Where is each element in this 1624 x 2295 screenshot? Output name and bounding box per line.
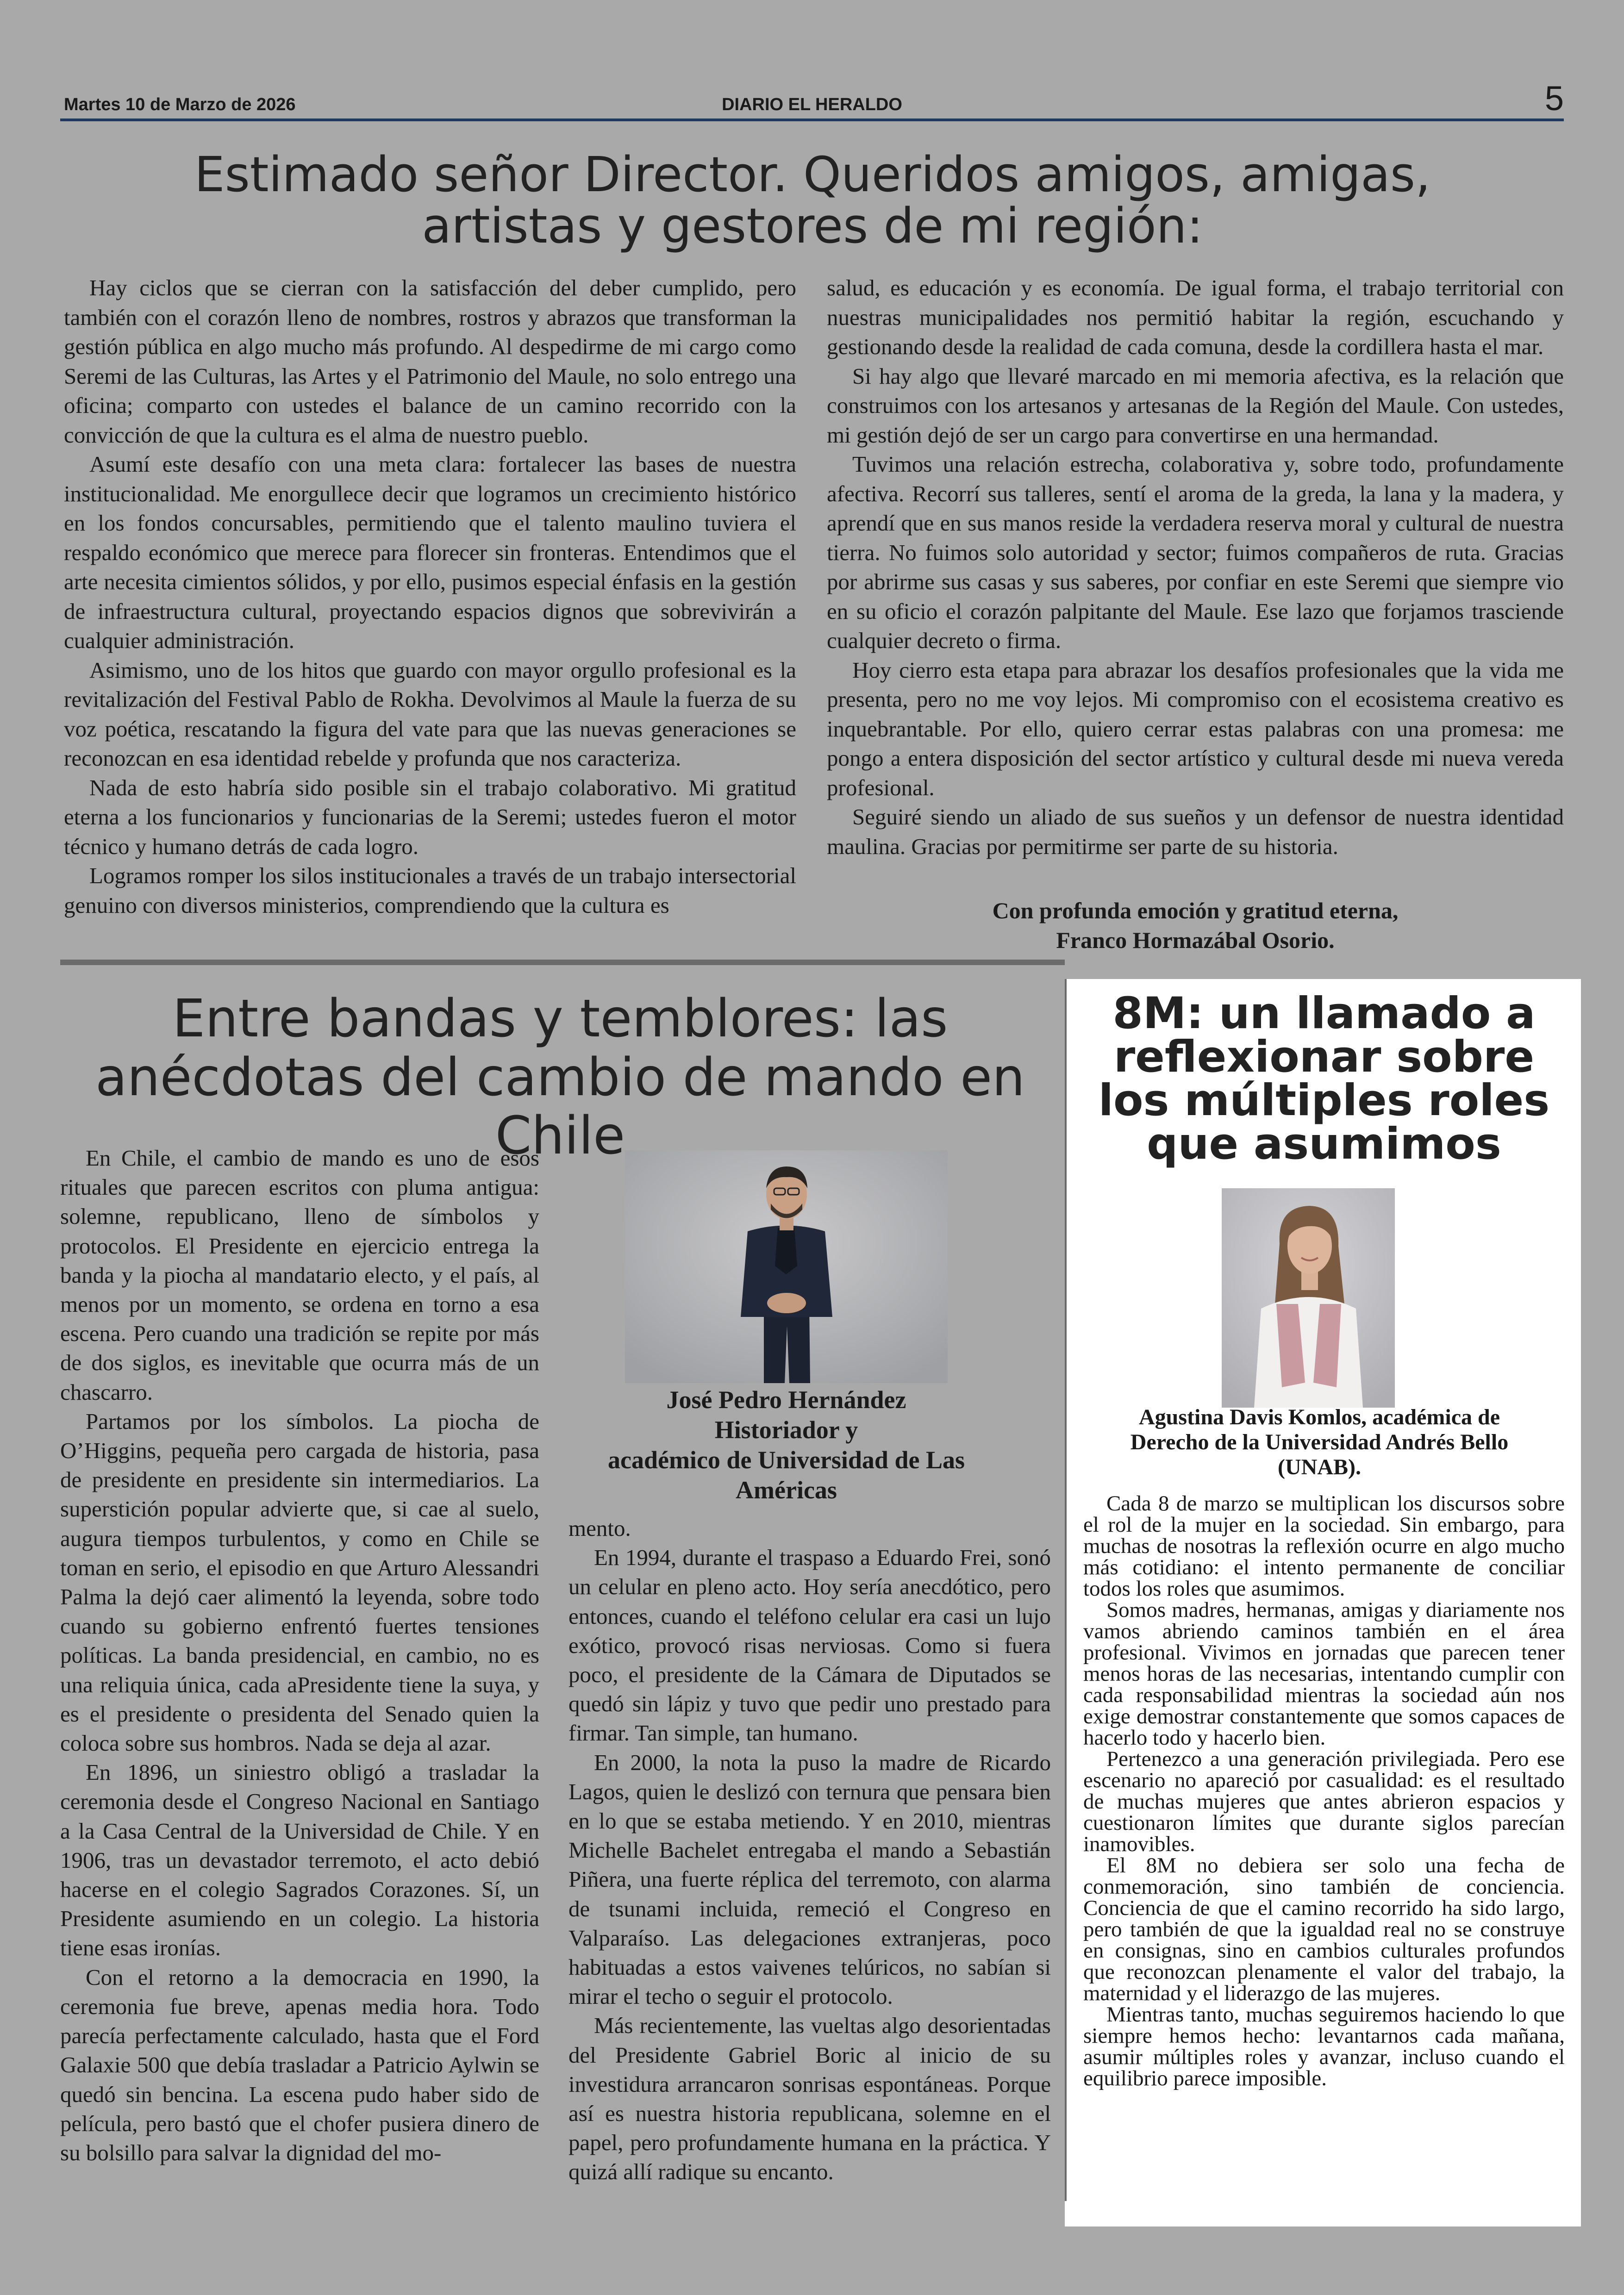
letter-paragraph: Logramos romper los silos institucionales a través de un trabajo intersectorial genuino con diversos ministerios, comprendiendo que la cultura es — [64, 863, 796, 918]
article-paragraph-continued: mento. — [568, 1515, 631, 1541]
letter-paragraph: Si hay algo que llevaré marcado en mi memoria afectiva, es la relación que construimos con los artesanos y artesanas de la Región del Maule. Con ustedes, mi gestión dejó de ser un cargo para convertirse en una hermandad. — [827, 363, 1564, 448]
author-caption-hernandez — [593, 1385, 980, 1505]
opinion-paragraph: El 8M no debiera ser solo una fecha de conmemoración, sino también de conciencia. Conciencia de que el camino recorrido ha sido largo, pero también de que la igualdad real no se construye en consignas, sino en cambios culturales profundos que reconozcan plenamente el valor del trabajo, la maternidad y el liderazgo de las mujeres. — [1083, 1853, 1565, 2005]
article-paragraph: En 1896, un siniestro obligó a trasladar la ceremonia desde el Congreso Nacional en Santiago a la Casa Central de la Universidad de Chile. Y en 1906, tras un devastador terremoto, el acto debió hacerse en el colegio Sagrados Corazones. Sí, un Presidente asumiendo en un colegio. La historia tiene esas ironías. — [60, 1759, 539, 1961]
column-divider — [1065, 979, 1067, 2201]
author-name: José Pedro Hernández — [666, 1386, 906, 1414]
author-photo-davis — [1222, 1188, 1395, 1408]
article-paragraph: En 2000, la nota la puso la madre de Ricardo Lagos, quien le deslizó con ternura que pensara bien en lo que se estaba metiendo. Y en 2010, mientras Michelle Bachelet entregaba el mando a Sebastián Piñera, una fuerte réplica del terremoto, con alarma de tsunami incluida, remeció el Congreso en Valparaíso. Las delegaciones extranjeras, poco habituadas a estos vaivenes telúricos, no sabían si mirar el techo o seguir el protocolo. — [568, 1749, 1051, 2009]
letter-paragraph: Nada de esto habría sido posible sin el trabajo colaborativo. Mi gratitud eterna a los funcionarios y funcionarias de la Seremi; ustedes fueron el motor técnico y humano detrás de cada logro. — [64, 774, 796, 859]
letter-closing: Con profunda emoción y gratitud eterna, — [992, 898, 1399, 923]
article-column-2 — [568, 1514, 1051, 2187]
author-role: Historiador y — [714, 1416, 858, 1444]
article-paragraph: Con el retorno a la democracia en 1990, la ceremonia fue breve, apenas media hora. Todo parecía perfectamente calculado, hasta que el Ford Galaxie 500 que debía trasladar a Patricio Aylwin se quedó sin bencina. La escena pudo haber sido de película, pero bastó que el chofer pusiera dinero de su bolsillo para salvar la dignidad del mo- — [60, 1964, 539, 2165]
article-paragraph: Partamos por los símbolos. La piocha de O’Higgins, pequeña pero cargada de historia, pasa de presidente en presidente sin intermediarios. La superstición popular advierte que, si cae al suelo, augura tiempos turbulentos, y como en Chile se toman en serio, el episodio en que Arturo Alessandri Palma la dejó caer alimentó la leyenda, sobre todo cuando su gobierno enfrentó fuertes tensiones políticas. La banda presidencial, en cambio, no es una reliquia única, cada aPresidente tiene la suya, y es el presidente o presidenta del Senado quien la coloca sobre sus hombros. Nada se deja al azar. — [60, 1408, 539, 1756]
portrait-man-illustration — [625, 1150, 948, 1383]
newspaper-name: DIARIO EL HERALDO — [722, 95, 902, 114]
author-caption-davis: Agustina Davis Komlos, académica de Derecho de la Universidad Andrés Bello (UNAB). — [1130, 1405, 1509, 1479]
author-affiliation: académico de Universidad de Las Américas — [607, 1446, 965, 1504]
article-paragraph: Más recientemente, las vueltas algo desorientadas del Presidente Gabriel Boric al inicio de su investidura arrancaron sonrisas espontáneas. Porque así es nuestra historia republicana, solemne en el papel, pero profundamente humana en la práctica. Y quizá allí radique su encanto. — [568, 2013, 1051, 2185]
article-paragraph: En 1994, durante el traspaso a Eduardo Frei, sonó un celular en pleno acto. Hoy sería anecdótico, pero entonces, cuando el teléfono celular era casi un lujo exótico, provocó risas nerviosas. Como si fuera poco, el presidente de la Cámara de Diputados se quedó sin lápiz y tuvo que pedir uno prestado para firmar. Tan simple, tan humano. — [568, 1545, 1051, 1746]
letter-paragraph: Hay ciclos que se cierran con la satisfacción del deber cumplido, pero también con el corazón lleno de nombres, rostros y abrazos que transforman la gestión pública en algo mucho más profundo. Al despedirme de mi cargo como Seremi de las Culturas, las Artes y el Patrimonio del Maule, no solo entrego una oficina; comparto con ustedes el balance de un camino recorrido con la convicción de que la cultura es el alma de nuestro pueblo. — [64, 275, 796, 448]
letter-paragraph: Tuvimos una relación estrecha, colaborativa y, sobre todo, profundamente afectiva. Recorrí sus talleres, sentí el aroma de la greda, la lana y la madera, y aprendí que en sus manos reside la verdadera reserva moral y cultural de nuestra tierra. No fuimos solo autoridad y sector; fuimos compañeros de ruta. Gracias por abrirme sus casas y sus saberes, por confiar en este Seremi que siempre vio en su oficio el corazón palpitante del Maule. Ese lazo que forjamos trasciende cualquier decreto o firma. — [827, 451, 1564, 653]
letter-signature: Franco Hormazábal Osorio. — [1056, 927, 1335, 953]
letter-paragraph-continued: salud, es educación y es economía. De igual forma, el trabajo territorial con nuestras municipalidades nos permitió habitar la región, escuchando y gestionando desde la realidad de cada comuna, desde la cordillera hasta el mar. — [827, 275, 1564, 359]
opinion-paragraph: Cada 8 de marzo se multiplican los discursos sobre el rol de la mujer en la sociedad. Sin embargo, para muchas de nosotras la reflexión ocurre en algo mucho más cotidiano: el intento permanente de conciliar todos los roles que asumimos. — [1083, 1491, 1565, 1601]
letter-column-1 — [64, 273, 796, 954]
letter-paragraph: Seguiré siendo un aliado de sus sueños y un defensor de nuestra identidad maulina. Gracias por permitirme ser parte de su historia. — [827, 804, 1564, 859]
opinion-paragraph: Mientras tanto, muchas seguiremos haciendo lo que siempre hemos hecho: levantarnos cada mañana, asumir múltiples roles y avanzar, incluso cuando el equilibrio parece imposible. — [1083, 2002, 1565, 2090]
opinion-paragraph: Pertenezco a una generación privilegiada. Pero ese escenario no apareció por casualidad: es el resultado de muchas mujeres que antes abrieron espacios y cuestionaron límites que durante siglos parecían inamovibles. — [1083, 1747, 1565, 1856]
opinion-paragraph: Somos madres, hermanas, amigas y diariamente nos vamos abriendo caminos también en el área profesional. Vivimos en jornadas que parecen tener menos horas de las necesarias, intentando cumplir con cada responsabilidad mientras la sociedad aún nos exige demostrar constantemente que somos capaces de hacerlo todo y hacerlo bien. — [1083, 1598, 1565, 1750]
section-divider — [60, 960, 1065, 965]
letter-signature-block — [827, 896, 1564, 955]
page-number: 5 — [1544, 79, 1564, 118]
article-headline: Entre bandas y temblores: las anécdotas del cambio de mando en Chile — [95, 989, 1025, 1166]
article-column-1 — [60, 1143, 539, 2203]
article-paragraph: En Chile, el cambio de mando es uno de esos rituales que parecen escritos con pluma antigua: solemne, republicano, lleno de símbolos y protocolos. El Presidente en ejercicio entrega la banda y la piocha al mandatario electo, y el país, al menos por un momento, se ordena en torno a esa escena. Pero cuando una tradición se repite por más de dos siglos, es inevitable que ocurra más de un chascarro. — [60, 1145, 539, 1405]
opinion-body — [1083, 1493, 1565, 2089]
header-rule — [60, 118, 1564, 121]
issue-date: Martes 10 de Marzo de 2026 — [64, 95, 296, 114]
opinion-headline: 8M: un llamado a reflexionar sobre los múltiples roles que asumimos — [1098, 988, 1550, 1169]
letter-paragraph: Asimismo, uno de los hitos que guardo con mayor orgullo profesional es la revitalización del Festival Pablo de Rokha. Devolvimos al Maule la fuerza de su voz poética, rescatando la figura del vate para que las nuevas generaciones se reconozcan en esa identidad rebelde y profunda que nos caracteriza. — [64, 657, 796, 771]
portrait-woman-illustration — [1222, 1188, 1395, 1408]
letter-headline: Estimado señor Director. Queridos amigos, amigas, artistas y gestores de mi región: — [194, 146, 1431, 255]
letter-column-2 — [827, 273, 1564, 861]
letter-paragraph: Hoy cierro esta etapa para abrazar los desafíos profesionales que la vida me presenta, pero no me voy lejos. Mi compromiso con el ecosistema creativo es inquebrantable. Por ello, quiero cerrar estas palabras con una promesa: me pongo a entera disposición del sector artístico y cultural desde mi nueva vereda profesional. — [827, 657, 1564, 800]
author-photo-hernandez — [625, 1150, 948, 1383]
letter-paragraph: Asumí este desafío con una meta clara: fortalecer las bases de nuestra institucionalidad. Me enorgullece decir que logramos un crecimiento histórico en los fondos concursables, permitiendo que el talento maulino tuviera el respaldo económico que merece para florecer sin fronteras. Entendimos que el arte necesita cimientos sólidos, y por ello, pusimos especial énfasis en la gestión de infraestructura cultural, proyectando espacios dignos que sobrevivirán a cualquier administración. — [64, 451, 796, 653]
